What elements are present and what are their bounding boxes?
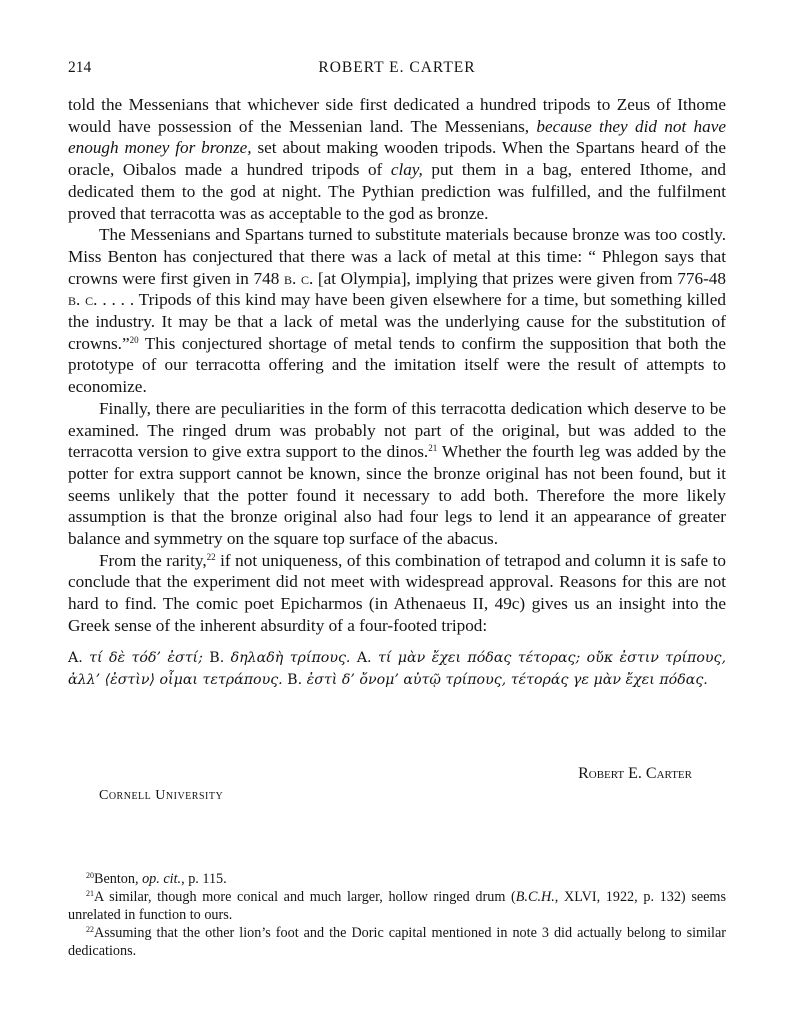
greek-text: τί δὲ τόδ’ ἐστί; (82, 649, 210, 666)
speaker-label: A. (68, 649, 83, 666)
page-number: 214 (68, 59, 92, 76)
footnote-text: Benton, (94, 871, 143, 887)
text-run: if not uniqueness, of this combination of tetrapod and column it is safe to conclude that the experiment did not meet with widespread approval. Reasons for this are not hard to find. The comic poet Epicharmos (in Athenaeus II, 49c) gives us an insight into the Greek sense of the inherent absurdity of a four-footed tripod: (68, 550, 726, 635)
footnote-text: Assuming that the other lion’s foot and the Doric capital mentioned in note 3 did actually belong to similar dedications. (68, 925, 726, 959)
era-abbreviation: b. c. (283, 268, 314, 288)
author-signature: Robert E. Carter (578, 765, 692, 782)
text-run: The Messenians and Spartans turned to substitute materials because bronze was too costly. Miss Benton has conjectured that there was a lack of metal at this time: “ Phlegon says that crowns were first given in 748 (68, 225, 726, 288)
article-body (68, 94, 726, 691)
text-run: This conjectured shortage of metal tends to confirm the supposition that both the prototype of our terracotta offering and the imitation itself were the result of attempts to economize. (68, 333, 726, 397)
greek-quotation (68, 647, 726, 691)
speaker-label: B. (287, 671, 303, 688)
footnote-ref-22[interactable]: 22 (206, 551, 216, 562)
text-run: . . . . Tripods of this kind may have been given elsewhere for a time, but something killed the industry. It may be that a lack of metal was the underlying cause for the substitution of crowns.” (68, 290, 726, 353)
greek-text: τί μὰν ἔχει πόδας τέτορας; οὔκ ἐστιν τρίπους, ἀλλ’ ⟨ἐστὶν⟩ οἶμαι τετράπους. (68, 649, 726, 688)
footnote-number: 22 (86, 925, 94, 934)
footnote-20 (68, 870, 726, 888)
footnote-italic: B.C.H. (515, 889, 555, 905)
greek-text: δηλαδὴ τρίπους. (224, 649, 357, 666)
paragraph-1 (68, 94, 726, 224)
paragraph-4 (68, 550, 726, 637)
era-abbreviation: b. c. (68, 290, 98, 310)
greek-text: ἐστὶ δ’ ὄνομ’ αὐτῷ τρίπους, τέτοράς γε μὰν ἔχει πόδας. (302, 671, 708, 688)
running-title: ROBERT E. CARTER (318, 59, 476, 76)
footnote-21 (68, 888, 726, 924)
footnote-text: , p. 115. (181, 871, 227, 887)
text-run: From the rarity, (99, 550, 207, 570)
speaker-label: A. (356, 649, 372, 666)
footnote-text: A similar, though more conical and much larger, hollow ringed drum ( (94, 889, 516, 905)
running-header (68, 59, 726, 77)
footnote-number: 21 (86, 889, 94, 898)
footnote-ref-20[interactable]: 20 (129, 334, 139, 345)
footnote-text: , XLVI, 1922, p. 132) seems unrelated in function to ours. (68, 889, 726, 923)
text-run: [at Olympia], implying that prizes were given from 776-48 (313, 268, 726, 288)
text-run: set about making wooden tripods. When the Spartans heard of the oracle, Oibalos made a hundred tripods of (68, 138, 726, 180)
footnote-italic: op. cit. (142, 871, 182, 887)
paragraph-2 (68, 224, 726, 398)
text-run: told the Messenians that whichever side first dedicated a hundred tripods to Zeus of Ithome would have possession of the Messenian land. The Messenians, (68, 95, 726, 136)
text-run: put them in a bag, entered Ithome, and dedicated them to the god at night. The Pythian prediction was fulfilled, and the fulfilment proved that terracotta was as acceptable to the god as bronze. (68, 160, 726, 223)
text-run: Whether the fourth leg was added by the potter for extra support cannot be known, since the bronze original has not been found, but it seems unlikely that the potter found it necessary to add both. Therefore the more likely assumption is that the bronze original also had four legs to lend it an appearance of greater balance and symmetry on the square top surface of the abacus. (68, 442, 727, 549)
author-affiliation: Cornell University (99, 788, 224, 803)
italic-run: clay, (390, 160, 423, 180)
footnote-22 (68, 924, 726, 960)
speaker-label: B. (209, 649, 225, 666)
footnote-number: 20 (86, 871, 94, 880)
italic-run: because they did not have enough money for bronze, (68, 116, 726, 158)
paragraph-3 (68, 398, 726, 550)
footnotes (68, 870, 726, 960)
text-run: Finally, there are peculiarities in the form of this terracotta dedication which deserve to be examined. The ringed drum was probably not part of the original, but was added to the terracotta version to give extra support to the dinos. (68, 398, 726, 462)
footnote-ref-21[interactable]: 21 (428, 443, 438, 454)
